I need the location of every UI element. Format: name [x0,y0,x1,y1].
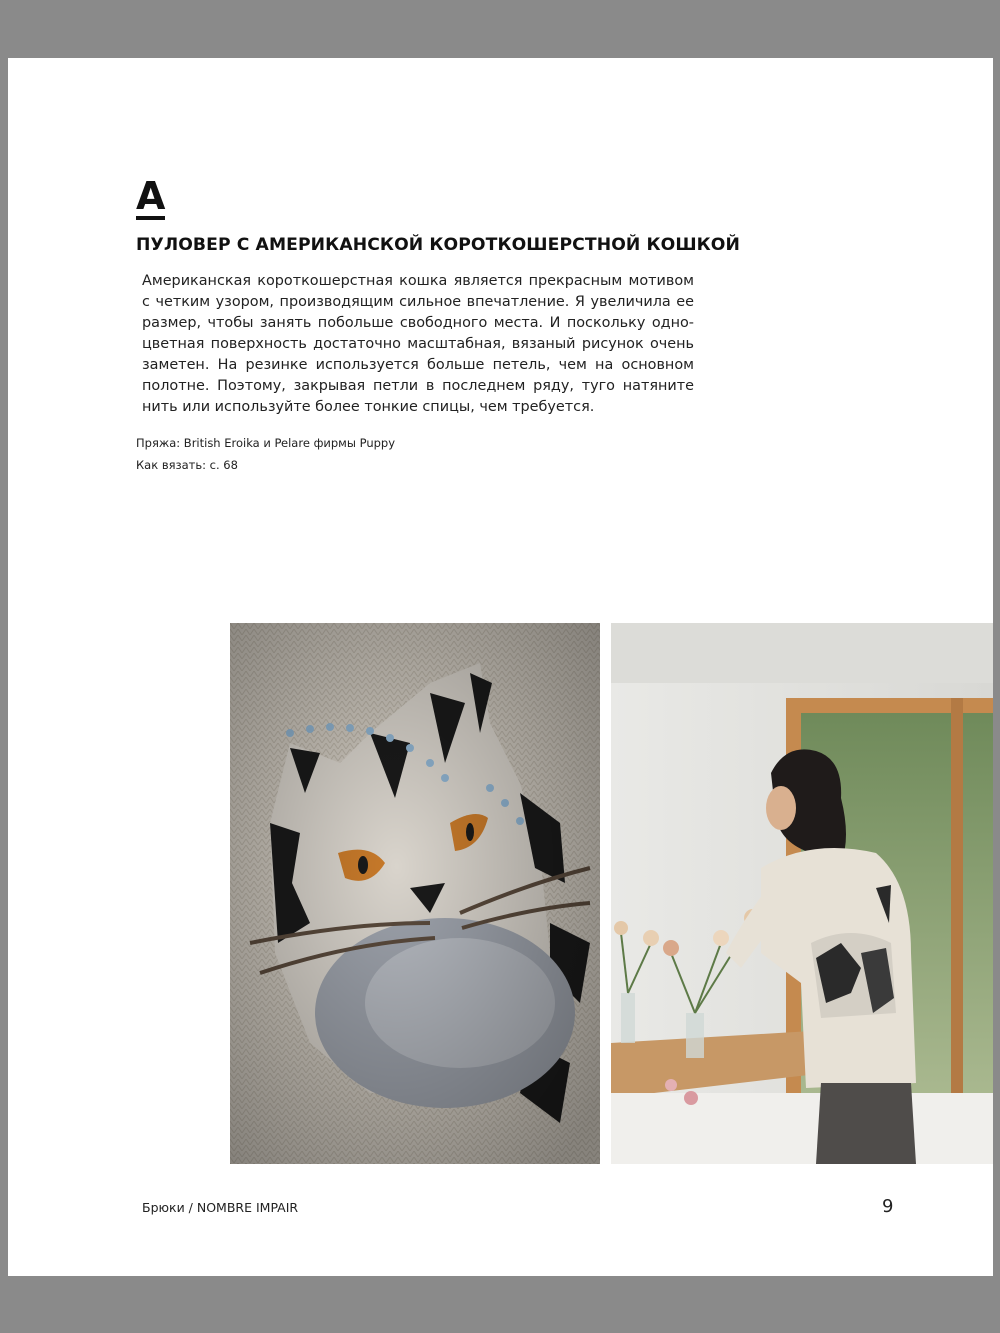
yarn-info: Пряжа: British Eroika и Pelare фирмы Puppy [136,436,396,450]
photo-cat-closeup [230,623,600,1164]
section-letter: A [136,174,166,218]
woman-arranging-flowers-image [611,623,993,1164]
description-paragraph: Американская короткошерстная кошка является прекрасным мотивом с четким узором, производящим сильное впечатление. Я увеличила ее размер, чтобы занять побольше свободного места. И поскольку одно-цветная поверхность достаточно масштабная, вязаный рисунок очень заметен. На резинке используется больше петель, чем на основном полотне. Поэтому, закрывая петли в последнем ряду, туго натяните нить или используйте более тонкие спицы, чем требуется. [142,273,694,415]
cat-knit-closeup-image [230,623,600,1164]
page-number: 9 [882,1196,894,1217]
page-title: ПУЛОВЕР С АМЕРИКАНСКОЙ КОРОТКОШЕРСТНОЙ КОШКОЙ [136,235,741,255]
photo-woman-by-window [611,623,993,1164]
document-page [8,58,993,1276]
how-to-knit-reference: Как вязать: с. 68 [136,458,238,472]
footer-credit: Брюки / NOMBRE IMPAIR [142,1200,299,1215]
